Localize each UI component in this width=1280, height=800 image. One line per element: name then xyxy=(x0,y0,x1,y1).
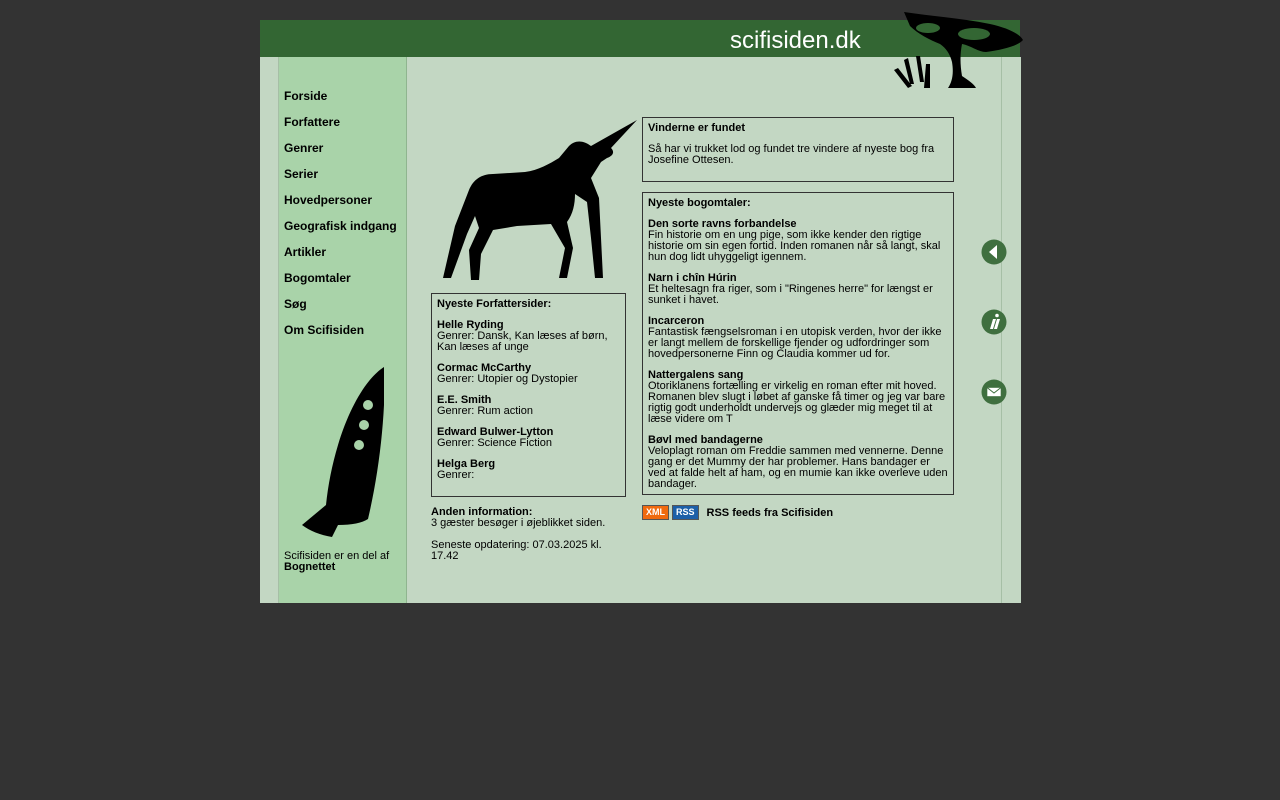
rss-badge[interactable]: RSS xyxy=(672,505,699,520)
review-title[interactable]: Narn i chîn Húrin xyxy=(648,272,737,284)
authors-heading: Nyeste Forfattersider: xyxy=(437,298,552,310)
author-genres: Genrer: Science Fiction xyxy=(437,437,552,449)
reviews-heading: Nyeste bogomtaler: xyxy=(648,197,751,209)
other-info-heading: Anden information: xyxy=(431,506,533,518)
nav-item-artikler[interactable]: Artikler xyxy=(284,245,327,259)
newest-authors-box xyxy=(431,293,626,497)
review-title[interactable]: Incarceron xyxy=(648,315,705,327)
review-text: Fantastisk fængselsroman i en utopisk verden, hvor der ikke er langt mellem de forskellige fjender og udfordringer som hovedpersonerne Finn og Claudia kommer ud for. xyxy=(648,326,942,360)
sidebar-footer xyxy=(284,551,404,573)
author-name[interactable]: Helle Ryding xyxy=(437,319,504,331)
review-text: Fin historie om en ung pige, som ikke kender den rigtige historie om sin egen fortid. Inden romanen når så langt, skal hun dog lidt uhyggeligt igennem. xyxy=(648,229,941,263)
author-name[interactable]: E.E. Smith xyxy=(437,394,492,406)
rss-feeds xyxy=(642,505,833,520)
nav-item-soeg[interactable]: Søg xyxy=(284,297,307,311)
review-title[interactable]: Bøvl med bandagerne xyxy=(648,434,763,446)
author-genres: Genrer: xyxy=(437,469,475,481)
winners-text: Så har vi trukket lod og fundet tre vindere af nyeste bog fra Josefine Ottesen. xyxy=(648,143,935,166)
author-name[interactable]: Cormac McCarthy xyxy=(437,362,532,374)
nav-item-serier[interactable]: Serier xyxy=(284,167,319,181)
author-genres: Genrer: Rum action xyxy=(437,405,533,417)
review-text: Otoriklanens fortælling er virkelig en roman efter mit hoved. Romanen blev slugt i løbet af ganske få timer og jeg var bare rigtig godt underholdt undervejs og glæder mig meget til at læse videre om T xyxy=(648,380,946,425)
xml-badge[interactable]: XML xyxy=(642,505,669,520)
nav-item-genrer[interactable]: Genrer xyxy=(284,141,324,155)
nav-item-forside[interactable]: Forside xyxy=(284,89,328,103)
winners-box xyxy=(642,117,954,182)
review-title[interactable]: Nattergalens sang xyxy=(648,369,744,381)
newest-reviews-box xyxy=(642,192,954,495)
author-genres: Genrer: Utopier og Dystopier xyxy=(437,373,578,385)
author-name[interactable]: Edward Bulwer-Lytton xyxy=(437,426,554,438)
nav-item-hovedpersoner[interactable]: Hovedpersoner xyxy=(284,193,373,207)
author-genres: Genrer: Dansk, Kan læses af børn, Kan læses af unge xyxy=(437,330,608,353)
nav-item-forfattere[interactable]: Forfattere xyxy=(284,115,341,129)
nav-item-geografisk-indgang[interactable]: Geografisk indgang xyxy=(284,219,397,233)
review-text: Veloplagt roman om Freddie sammen med vennerne. Denne gang er det Mummy der har problemer. Hans bandager er ved at falde helt af ham, og en mumie kan ikke overleve uden bandager. xyxy=(648,445,948,490)
unicorn-icon xyxy=(441,118,639,281)
nav-item-om-scifisiden[interactable]: Om Scifisiden xyxy=(284,323,365,337)
page xyxy=(260,20,1020,603)
winners-heading[interactable]: Vinderne er fundet xyxy=(648,122,745,134)
other-info xyxy=(431,507,631,562)
bognettet-link[interactable]: Bognettet xyxy=(284,561,336,573)
left-strip xyxy=(260,57,279,603)
visitors-count: 3 gæster besøger i øjeblikket siden. xyxy=(431,517,606,529)
review-title[interactable]: Den sorte ravns forbandelse xyxy=(648,218,797,230)
info-icon[interactable] xyxy=(981,309,1007,335)
last-updated: Seneste opdatering: 07.03.2025 kl. 17.42 xyxy=(431,539,602,562)
main-nav xyxy=(284,89,397,349)
rocket-icon xyxy=(298,365,388,540)
mask-logo-icon[interactable] xyxy=(890,10,1025,92)
nav-item-bogomtaler[interactable]: Bogomtaler xyxy=(284,271,351,285)
sidebar-footer-text: Scifisiden er en del af xyxy=(284,550,390,562)
rss-feeds-label[interactable]: RSS feeds fra Scifisiden xyxy=(706,506,834,519)
mail-icon[interactable] xyxy=(981,379,1007,405)
review-text: Et heltesagn fra riger, som i "Ringenes herre" for længst er sunket i havet. xyxy=(648,283,933,306)
site-title[interactable]: scifisiden.dk xyxy=(730,27,861,54)
author-name[interactable]: Helga Berg xyxy=(437,458,496,470)
back-arrow-icon[interactable] xyxy=(981,239,1007,265)
